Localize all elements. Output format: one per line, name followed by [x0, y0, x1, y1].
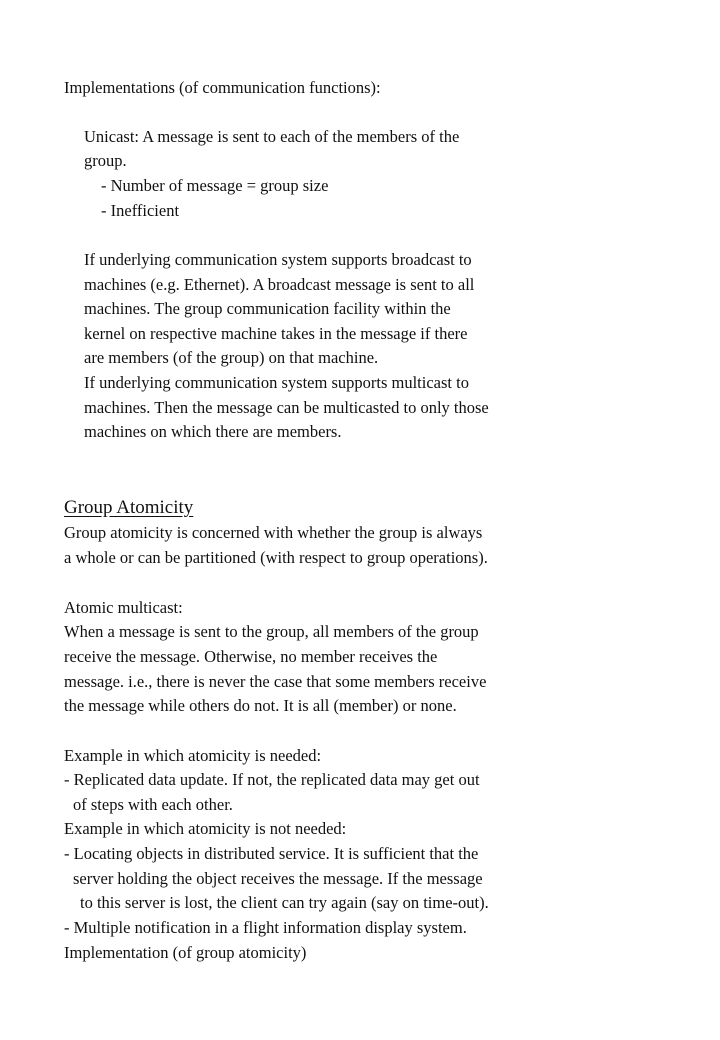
needed-title: Example in which atomicity is needed:	[64, 746, 322, 765]
intro-line-2: a whole or can be partitioned (with respect to group operations).	[64, 548, 488, 567]
unicast-line-2: group.	[84, 151, 127, 170]
broadcast-line-5: are members (of the group) on that machine.	[84, 348, 379, 367]
not-needed-line-4: - Multiple notification in a flight information display system.	[64, 918, 467, 937]
unicast-line-1: Unicast: A message is sent to each of the members of the	[84, 127, 460, 146]
not-needed-line-1: - Locating objects in distributed service. It is sufficient that the	[64, 844, 479, 863]
needed-line-2: of steps with each other.	[73, 795, 233, 814]
multicast-line-2: machines. Then the message can be multicasted to only those	[84, 398, 489, 417]
intro-line-1: Group atomicity is concerned with whether the group is always	[64, 523, 483, 542]
atomic-multicast-line-2: receive the message. Otherwise, no member receives the	[64, 647, 438, 666]
group-atomicity-heading: Group Atomicity	[64, 497, 194, 518]
atomic-multicast-line-1: When a message is sent to the group, all members of the group	[64, 622, 479, 641]
needed-line-1: - Replicated data update. If not, the replicated data may get out	[64, 770, 480, 789]
not-needed-line-2: server holding the object receives the message. If the message	[73, 869, 483, 888]
broadcast-line-2: machines (e.g. Ethernet). A broadcast message is sent to all	[84, 275, 475, 294]
broadcast-line-3: machines. The group communication facility within the	[84, 299, 451, 318]
multicast-line-1: If underlying communication system supports multicast to	[84, 373, 469, 392]
atomic-multicast-line-3: message. i.e., there is never the case that some members receive	[64, 672, 487, 691]
broadcast-line-4: kernel on respective machine takes in the message if there	[84, 324, 468, 343]
unicast-bullet-2: - Inefficient	[101, 201, 180, 220]
implementations-title: Implementations (of communication functions):	[64, 78, 381, 97]
implementation-line: Implementation (of group atomicity)	[64, 943, 307, 962]
multicast-line-3: machines on which there are members.	[84, 422, 342, 441]
atomic-multicast-title: Atomic multicast:	[64, 598, 183, 617]
not-needed-line-3: to this server is lost, the client can try again (say on time-out).	[80, 893, 489, 912]
not-needed-title: Example in which atomicity is not needed:	[64, 819, 347, 838]
broadcast-line-1: If underlying communication system supports broadcast to	[84, 250, 472, 269]
unicast-bullet-1: - Number of message = group size	[101, 176, 329, 195]
atomic-multicast-line-4: the message while others do not. It is all (member) or none.	[64, 696, 457, 715]
